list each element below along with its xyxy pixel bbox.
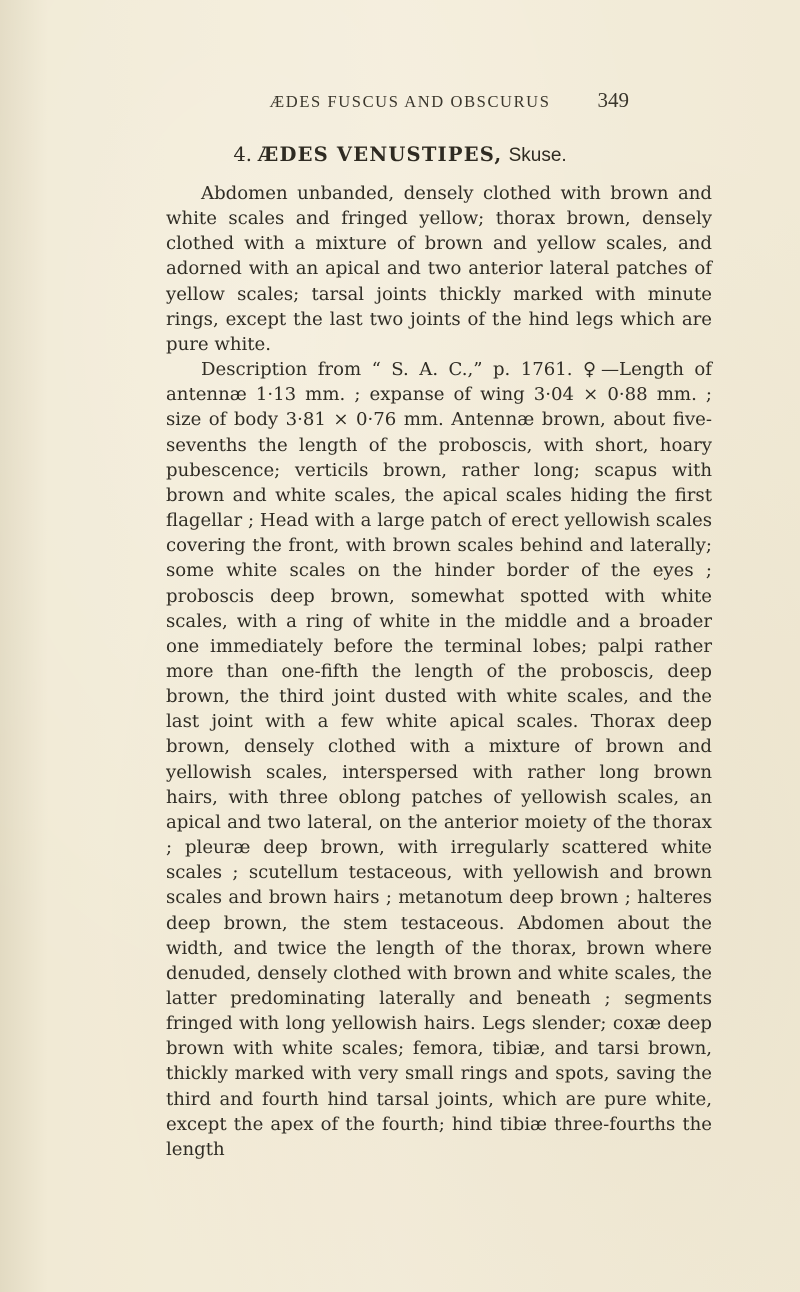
paragraph-summary: Abdomen unbanded, densely clothed with brown and white scales and fringed yellow; thorax brown, densely clothed with a mixture of brown and yellow scales, and adorned with an apical and two anterior lateral patches of yellow scales; tarsal joints thickly marked with minute rings, except the last two joints of the hind legs which are pure white.: [166, 183, 712, 355]
paragraph-description: Description from “ S. A. C.,” p. 1761. ♀—Length of antennæ 1·13 mm. ; expanse of wing 3·04 × 0·88 mm. ; size of body 3·81 × 0·76 mm. Antennæ brown, about five-sevenths the length of the proboscis, with short, hoary pubescence; verticils brown, rather long; scapus with brown and white scales, the apical scales hiding the first flagellar ; Head with a large patch of erect yellowish scales covering the front, with brown scales behind and laterally; some white scales on the hinder border of the eyes ; proboscis deep brown, somewhat spotted with white scales, with a ring of white in the middle and a broader one immediately before the terminal lobes; palpi rather more than one-fifth the length of the proboscis, deep brown, the third joint dusted with white scales, and the last joint with a few white apical scales. Thorax deep brown, densely clothed with a mixture of brown and yellowish scales, interspersed with rather long brown hairs, with three oblong patches of yellowish scales, an apical and two lateral, on the anterior moiety of the thorax ; pleuræ deep brown, with irregularly scattered white scales ; scutellum testaceous, with yellowish and brown scales and brown hairs ; metanotum deep brown ; halteres deep brown, the stem testaceous. Abdomen about the width, and twice the length of the thorax, brown where denuded, densely clothed with brown and white scales, the latter predominating laterally and beneath ; segments fringed with long yellowish hairs. Legs slender; coxæ deep brown with white scales; femora, tibiæ, and tarsi brown, thickly marked with very small rings and spots, saving the third and fourth hind tarsal joints, which are pure white, except the apex of the fourth; hind tibiæ three-fourths the length: [166, 359, 712, 1160]
species-author: Skuse.: [508, 145, 567, 166]
body-text: [166, 181, 712, 1162]
section-number: 4.: [233, 143, 252, 166]
running-head: ÆDES FUSCUS AND OBSCURUS: [269, 92, 551, 111]
page-number: 349: [597, 88, 629, 112]
section-heading: [0, 143, 800, 167]
species-name: ÆDES VENUSTIPES,: [258, 143, 503, 166]
